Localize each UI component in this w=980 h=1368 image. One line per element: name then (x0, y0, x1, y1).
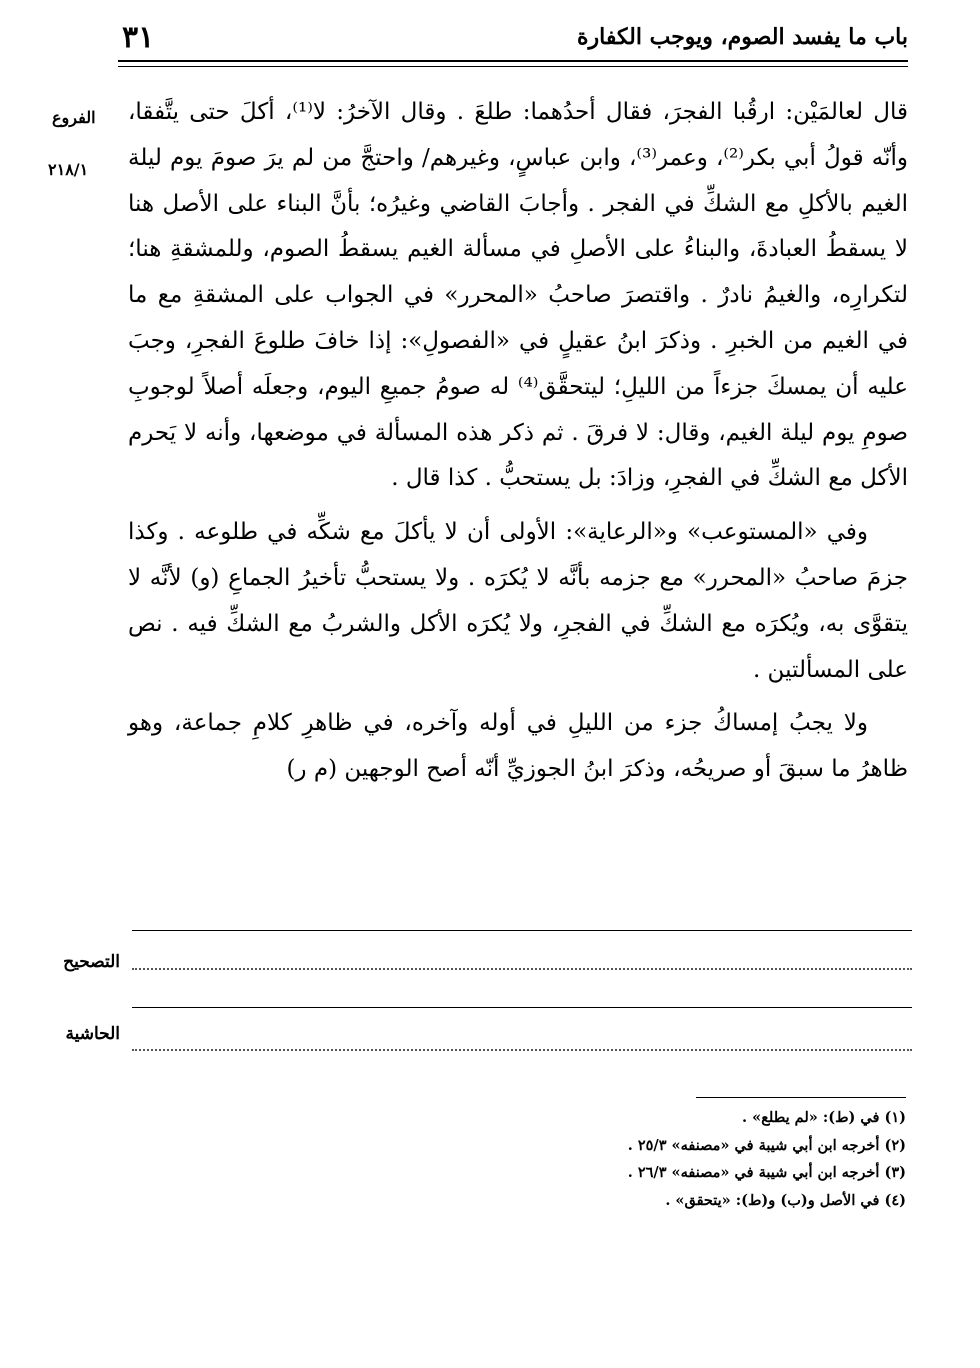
text-line: من لم يرَ صومَ يوم ليلة الغيم بالأكلِ مع الشكِّ في الفجر . وأجابَ القاضي (128, 144, 908, 217)
chapter-title: باب ما يفسد الصوم، ويوجب الكفارة (577, 24, 908, 50)
footnote: (١) في (ط): «لم يطلع» . (742, 1109, 906, 1126)
margin-source-reference: ٢١٨/١ (48, 160, 89, 179)
header-rule-thin (118, 66, 908, 67)
text-line: وغيرُه؛ بأنَّ البناء على الأصل هنا لا يسقطُ العبادةَ، والبناءُ على الأصلِ في (128, 190, 909, 263)
footnote: (٢) أخرجه ابن أبي شيبة في «مصنفه» ٢٥/٣ . (627, 1136, 906, 1154)
text-line: من الليلِ؛ ليتحقَّق⁽⁴⁾ له صومُ جميعِ اليوم، وجعلَه أصلاً لوجوبِ صومِ يوم (128, 373, 908, 446)
paragraph-3: ولا يجبُ إمساكُ جزء من الليلِ في أوله وآخره، في ظاهرِ كلامِ جماعة، وهو ظاهرُ ما سبقَ أو صريحُه، وذكرَ ابنُ الجوزيِّ أنّه أصح الوجهين (م ر) (128, 710, 908, 783)
correction-label: التصحيح (63, 952, 120, 972)
main-text (128, 90, 908, 793)
text-line: حتى يتَّفقا، وأنّه قولُ أبي بكر⁽²⁾، وعمر⁽³⁾، وابن عباسٍ، وغيرهم/ واحتجَّ (128, 99, 909, 171)
running-header (118, 22, 908, 62)
page-number: ٣١ (122, 20, 155, 55)
text-line: صاحبُ «المحرر» في الجواب على المشقةِ مع ما في الغيم من الخبرِ . وذكرَ (128, 282, 909, 354)
text-line: ابنُ عقيلٍ في «الفصولِ»: إذا خافَ طلوعَ الفجرِ، وجبَ عليه أن يمسكَ جزءاً (128, 327, 908, 400)
paragraph-2: وفي «المستوعب» و«الرعاية»: الأولى أن لا يأكلَ مع شكِّه في طلوعه . وكذا جزمَ صاحبُ «المحرر» مع جزمه بأنَّه لا يُكرَه . ولا يستحبُّ تأخيرُ الجماعِ (و) لأنَّه لا يتقوَّى به، ويُكرَه مع الشكِّ في الفجرِ، ولا يُكرَه الأكل والشربُ مع الشكِّ فيه . نص على المسألتين . (128, 519, 908, 683)
header-rule-thick (118, 60, 908, 62)
text-line: قال لعالمَيْن: ارقُبا الفجرَ، فقال أحدُهما: طلعَ . وقال الآخرُ: لا⁽¹⁾، أكلَ (239, 99, 908, 125)
text-line: ليلة الغيم، وقال: لا فرقَ . ثم ذكر هذه المسألة في موضعها، وأنه لا يَحرم (128, 419, 815, 446)
text-line: الأكل مع الشكِّ في الفجرِ، وزادَ: بل يستحبُّ . كذا قال . (391, 465, 908, 492)
correction-rule (132, 930, 912, 931)
footnotes (500, 1104, 906, 1214)
commentary-dotted-line (132, 1049, 912, 1051)
commentary-rule (132, 1007, 912, 1008)
footnote: (٣) أخرجه ابن أبي شيبة في «مصنفه» ٢٦/٣ . (627, 1164, 906, 1181)
commentary-label: الحاشية (65, 1024, 120, 1044)
text-line: مسألة الغيم يسقطُ الصوم، وللمشقةِ هنا؛ لتكرارِه، والغيمُ نادرٌ . واقتصرَ (128, 236, 908, 309)
correction-dotted-line (132, 968, 912, 970)
paragraph-1 (128, 90, 908, 502)
footnote: (٤) في الأصل و(ب) و(ط): «يتحقق» . (665, 1191, 906, 1209)
margin-source-label: الفروع (52, 108, 96, 127)
footnote-rule (696, 1097, 906, 1098)
